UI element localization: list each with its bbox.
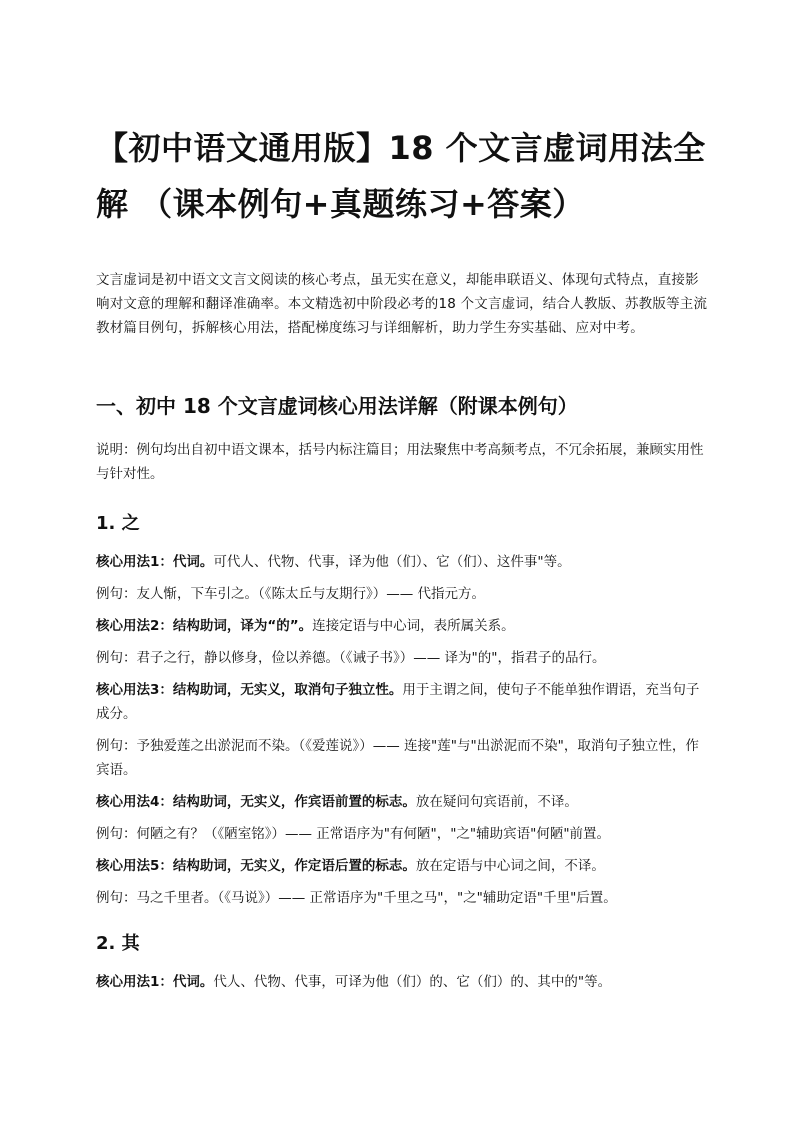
- intro-paragraph: 文言虚词是初中语文文言文阅读的核心考点，虽无实在意义，却能串联语义、体现句式特点，直接影响对文意的理解和翻译准确率。本文精选初中阶段必考的18 个文言虚词，结合人教版、苏教版等主流教材篇目例句，拆解核心用法，搭配梯度练习与详细解析，助力学生夯实基础、应对中考。: [96, 272, 708, 336]
- example-sentence: 例句：何陋之有？（《陋室铭》）—— 正常语序为"有何陋"，"之"辅助宾语"何陋"前置。: [96, 826, 611, 842]
- word-heading-zhi: 1. 之: [96, 513, 140, 534]
- usage-text: 可代人、代物、代事，译为他（们）、它（们）、这件事"等。: [213, 554, 571, 570]
- usage-label: 核心用法4：结构助词，无实义，作宾语前置的标志。: [96, 794, 416, 810]
- usage-paragraph: [96, 790, 706, 814]
- document-title: 【初中语文通用版】18 个文言虚词用法全解 （课本例句+真题练习+答案）: [96, 129, 706, 223]
- usage-paragraph: [96, 854, 706, 878]
- example-sentence: 例句：予独爱莲之出淤泥而不染。（《爱莲说》）—— 连接"莲"与"出淤泥而不染"，取消句子独立性，作宾语。: [96, 738, 699, 778]
- usage-paragraph: [96, 678, 706, 726]
- usage-text: 放在定语与中心词之间，不译。: [415, 858, 605, 874]
- section-note: 说明：例句均出自初中语文课本，括号内标注篇目；用法聚焦中考高频考点，不冗余拓展，兼顾实用性与针对性。: [96, 442, 704, 482]
- usage-label: 核心用法3：结构助词，无实义，取消句子独立性。: [96, 682, 403, 698]
- word-heading-qi: 2. 其: [96, 933, 140, 954]
- example-sentence: 例句：友人惭，下车引之。（《陈太丘与友期行》）—— 代指元方。: [96, 586, 486, 602]
- usage-paragraph: [96, 550, 706, 574]
- usage-label: 核心用法1：代词。: [96, 974, 214, 990]
- usage-text: 代人、代物、代事，可译为他（们）的、它（们）的、其中的"等。: [213, 974, 612, 990]
- section-heading: 一、初中 18 个文言虚词核心用法详解（附课本例句）: [96, 394, 578, 418]
- usage-text: 用于主谓之间，使句子不能单独作谓语，充当句子成分。: [96, 682, 700, 722]
- usage-paragraph: [96, 970, 706, 994]
- usage-text: 连接定语与中心词，表所属关系。: [312, 618, 515, 634]
- usage-label: 核心用法2：结构助词，译为“的”。: [96, 618, 313, 634]
- example-sentence: 例句：君子之行，静以修身，俭以养德。（《诫子书》）—— 译为"的"，指君子的品行。: [96, 650, 606, 666]
- usage-paragraph: [96, 614, 706, 638]
- usage-label: 核心用法1：代词。: [96, 554, 214, 570]
- usage-text: 放在疑问句宾语前，不译。: [415, 794, 578, 810]
- example-sentence: 例句：马之千里者。（《马说》）—— 正常语序为"千里之马"，"之"辅助定语"千里"后置。: [96, 890, 617, 906]
- usage-label: 核心用法5：结构助词，无实义，作定语后置的标志。: [96, 858, 416, 874]
